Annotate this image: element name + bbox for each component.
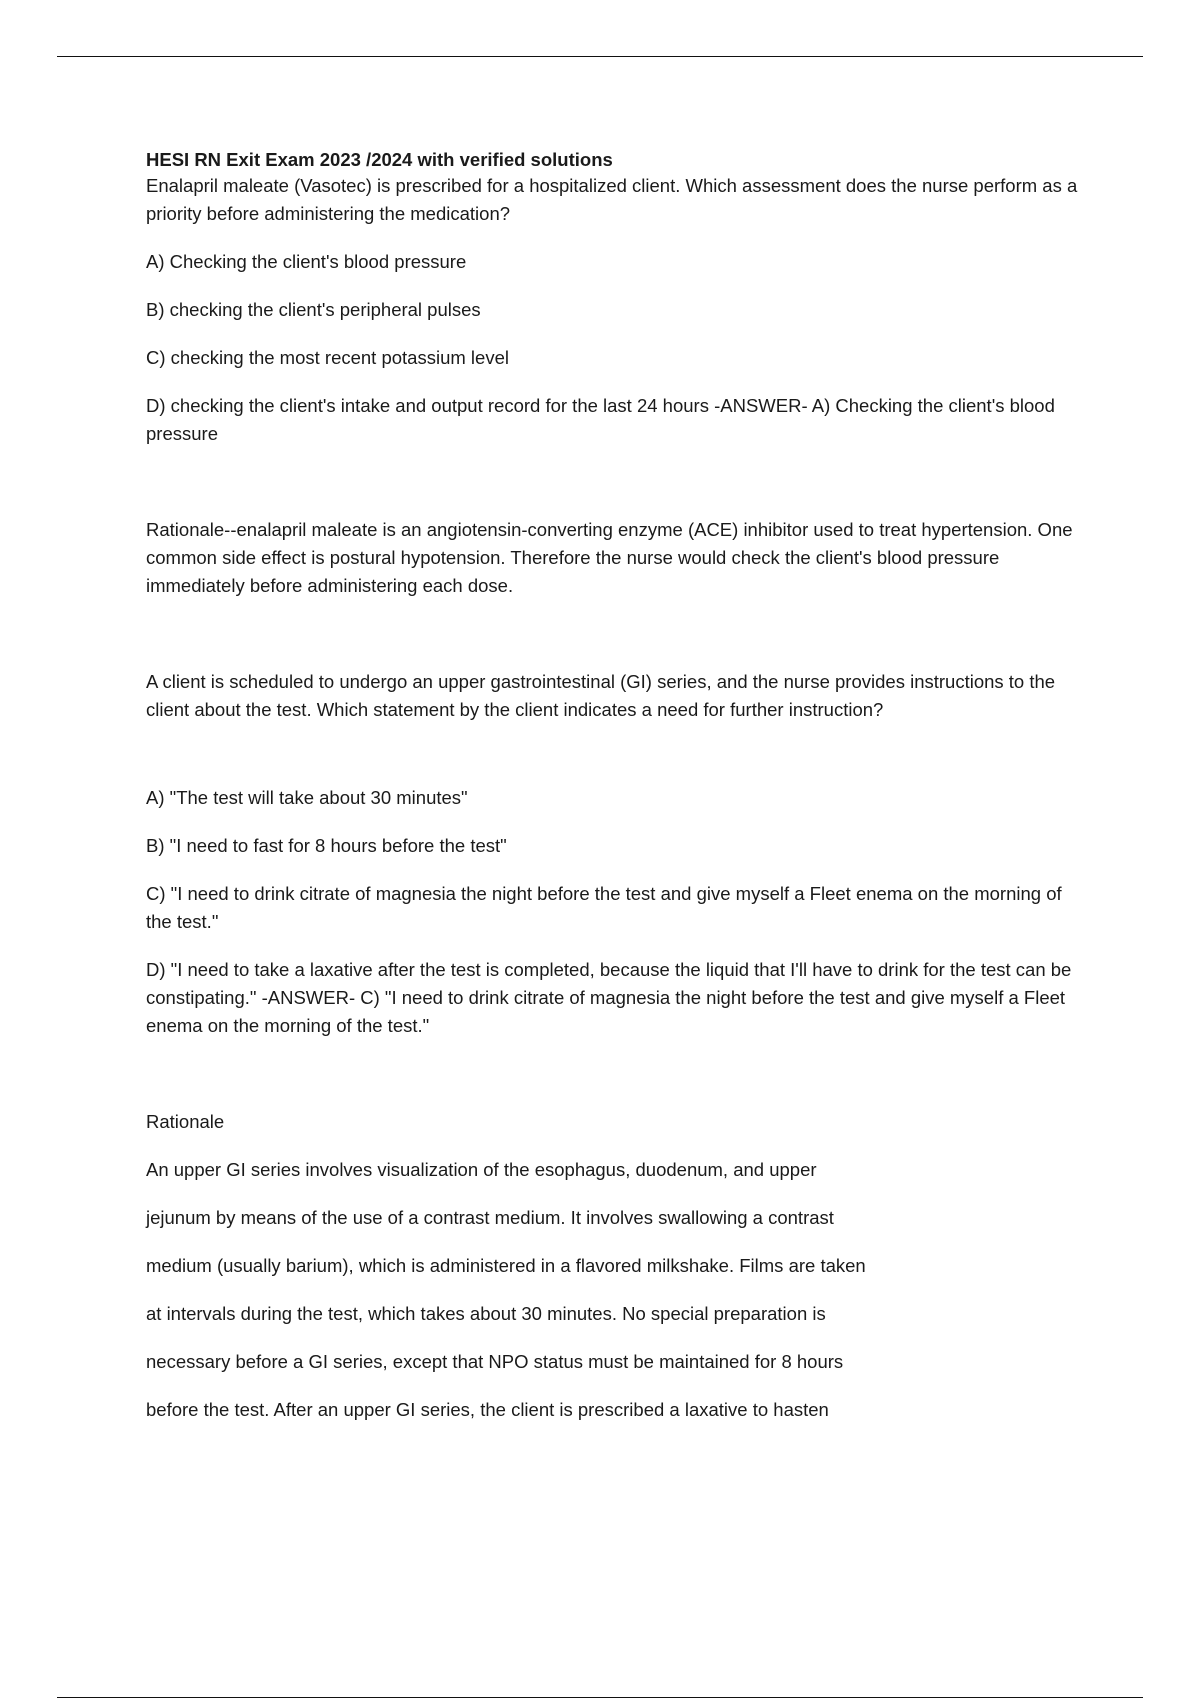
footer-rule: [57, 1697, 1143, 1698]
document-body: [146, 148, 1086, 1444]
question-1-option-a: A) Checking the client's blood pressure: [146, 251, 467, 272]
question-1-option-d-answer: D) checking the client's intake and output record for the last 24 hours -ANSWER- A) Checking the client's blood pressure: [146, 395, 1055, 444]
question-2-rationale-heading: Rationale: [146, 1111, 225, 1132]
question-1-rationale: Rationale--enalapril maleate is an angiotensin-converting enzyme (ACE) inhibitor used to treat hypertension. One common side effect is postural hypotension. Therefore the nurse would check the client's blood pressure immediately before administering each dose.: [146, 519, 1073, 596]
question-2-option-d-answer: D) "I need to take a laxative after the test is completed, because the liquid that I'll have to drink for the test can be constipating." -ANSWER- C) "I need to drink citrate of magnesia the night before the test and give myself a Fleet enema on the morning of the test.": [146, 959, 1072, 1036]
question-2-stem: A client is scheduled to undergo an upper gastrointestinal (GI) series, and the nurse provides instructions to the client about the test. Which statement by the client indicates a need for further instruction?: [146, 671, 1056, 720]
question-2-rationale-line: before the test. After an upper GI series, the client is prescribed a laxative to hasten: [146, 1399, 829, 1420]
question-2-rationale-line: medium (usually barium), which is administered in a flavored milkshake. Films are taken: [146, 1255, 866, 1276]
question-2-option-c: C) "I need to drink citrate of magnesia the night before the test and give myself a Fleet enema on the morning of the test.": [146, 883, 1062, 932]
question-2-rationale-line: jejunum by means of the use of a contrast medium. It involves swallowing a contrast: [146, 1207, 834, 1228]
document-title: HESI RN Exit Exam 2023 /2024 with verified solutions: [146, 149, 613, 170]
question-2-rationale-line: necessary before a GI series, except that NPO status must be maintained for 8 hours: [146, 1351, 844, 1372]
question-1-option-b: B) checking the client's peripheral pulses: [146, 299, 481, 320]
question-2-rationale-line: An upper GI series involves visualization of the esophagus, duodenum, and upper: [146, 1159, 817, 1180]
question-2-option-b: B) "I need to fast for 8 hours before the test": [146, 835, 507, 856]
question-1-option-c: C) checking the most recent potassium level: [146, 347, 509, 368]
question-2-option-a: A) "The test will take about 30 minutes": [146, 787, 468, 808]
question-2-rationale-line: at intervals during the test, which takes about 30 minutes. No special preparation is: [146, 1303, 826, 1324]
header-rule: [57, 56, 1143, 57]
question-1-stem: Enalapril maleate (Vasotec) is prescribed for a hospitalized client. Which assessment does the nurse perform as a priority before administering the medication?: [146, 175, 1078, 224]
